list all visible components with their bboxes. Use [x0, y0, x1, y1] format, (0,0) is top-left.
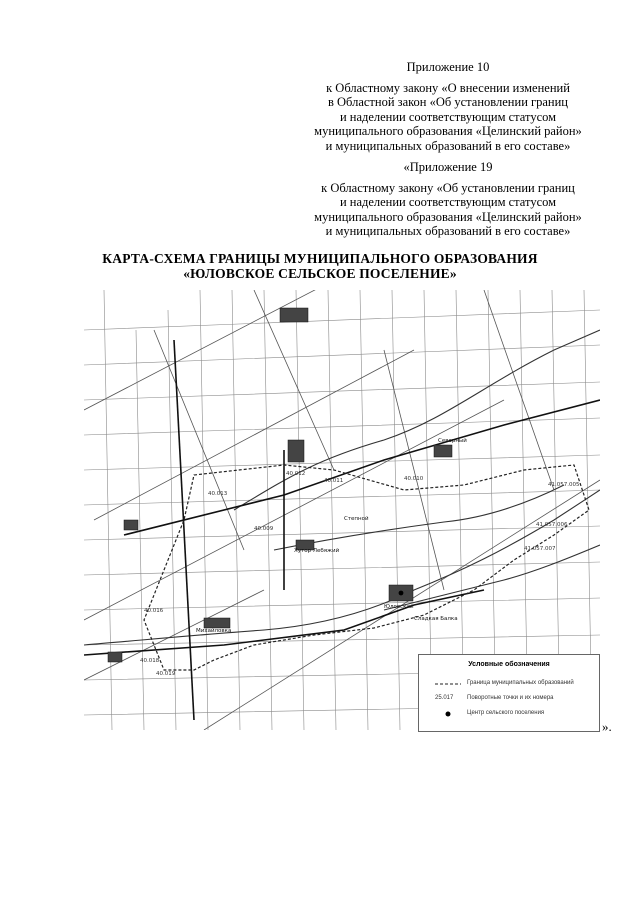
legend-label: Поворотные точки и их номера [467, 695, 554, 701]
map-legend [418, 654, 600, 732]
village-label: Сладкая Балка [414, 616, 458, 622]
settlement-center-marker [399, 591, 404, 596]
settlement-center-icon [435, 710, 461, 718]
appendix-10-block [298, 60, 598, 153]
legend-label: Граница муниципальных образований [467, 680, 574, 686]
village-label: Хутор Лебяжий [294, 548, 340, 554]
settlement-block [434, 445, 452, 457]
closing-mark: ». [602, 719, 612, 734]
appendix-10-line: и наделении соответствующим статусом [339, 109, 557, 124]
settlement-block [204, 618, 230, 628]
village-label: Михайловка [196, 628, 232, 634]
map-title [0, 251, 640, 281]
map-title-line-1: КАРТА-СХЕМА ГРАНИЦЫ МУНИЦИПАЛЬНОГО ОБРАЗОВАНИЯ [102, 251, 538, 266]
point-label: 40.016 [144, 608, 164, 614]
appendix-19-line: муниципального образования «Целинский район» [314, 209, 582, 224]
appendix-10-line: к Областному закону «О внесении изменений [326, 80, 570, 95]
appendix-19-title: «Приложение 19 [403, 160, 493, 174]
point-label: 41.057.006 [536, 522, 568, 528]
settlement-block [108, 652, 122, 662]
point-label: 40.019 [156, 671, 176, 677]
river-lines [84, 330, 600, 645]
appendix-19-line: к Областному закону «Об установлении границ [321, 180, 575, 195]
map-title-line-2: «ЮЛОВСКОЕ СЕЛЬСКОЕ ПОСЕЛЕНИЕ» [183, 266, 457, 281]
appendix-19-line: и муниципальных образований в его составе» [325, 224, 571, 238]
point-label: 40.012 [286, 471, 306, 477]
point-label: 40.009 [254, 526, 274, 532]
legend-code: 25.017 [435, 695, 454, 701]
boundary-line-icon [435, 680, 461, 688]
point-label: 40.011 [324, 478, 344, 484]
appendix-19-line: и наделении соответствующим статусом [339, 195, 557, 209]
appendix-10-title: Приложение 10 [406, 60, 490, 74]
appendix-10-line: муниципального образования «Целинский район» [314, 124, 582, 138]
settlement-block [124, 520, 138, 530]
point-label: 40.010 [404, 476, 424, 482]
village-label: Степной [344, 516, 369, 522]
settlement-block [288, 440, 304, 462]
point-label: 40.013 [208, 491, 228, 497]
legend-title: Условные обозначения [468, 661, 550, 668]
point-label: 41.057.005 [548, 482, 580, 488]
settlement-block [280, 308, 308, 322]
point-label: 40.018 [140, 658, 160, 664]
legend-label: Центр сельского поселения [467, 710, 545, 716]
village-label: Юловский [384, 604, 414, 610]
appendix-10-line: и муниципальных образований в его составе» [325, 138, 571, 153]
village-label: Северный [438, 438, 467, 444]
appendix-10-line: в Областной закон «Об установлении границ [327, 95, 568, 109]
appendix-19-block [298, 160, 598, 239]
point-label: 41.057.007 [524, 546, 556, 552]
